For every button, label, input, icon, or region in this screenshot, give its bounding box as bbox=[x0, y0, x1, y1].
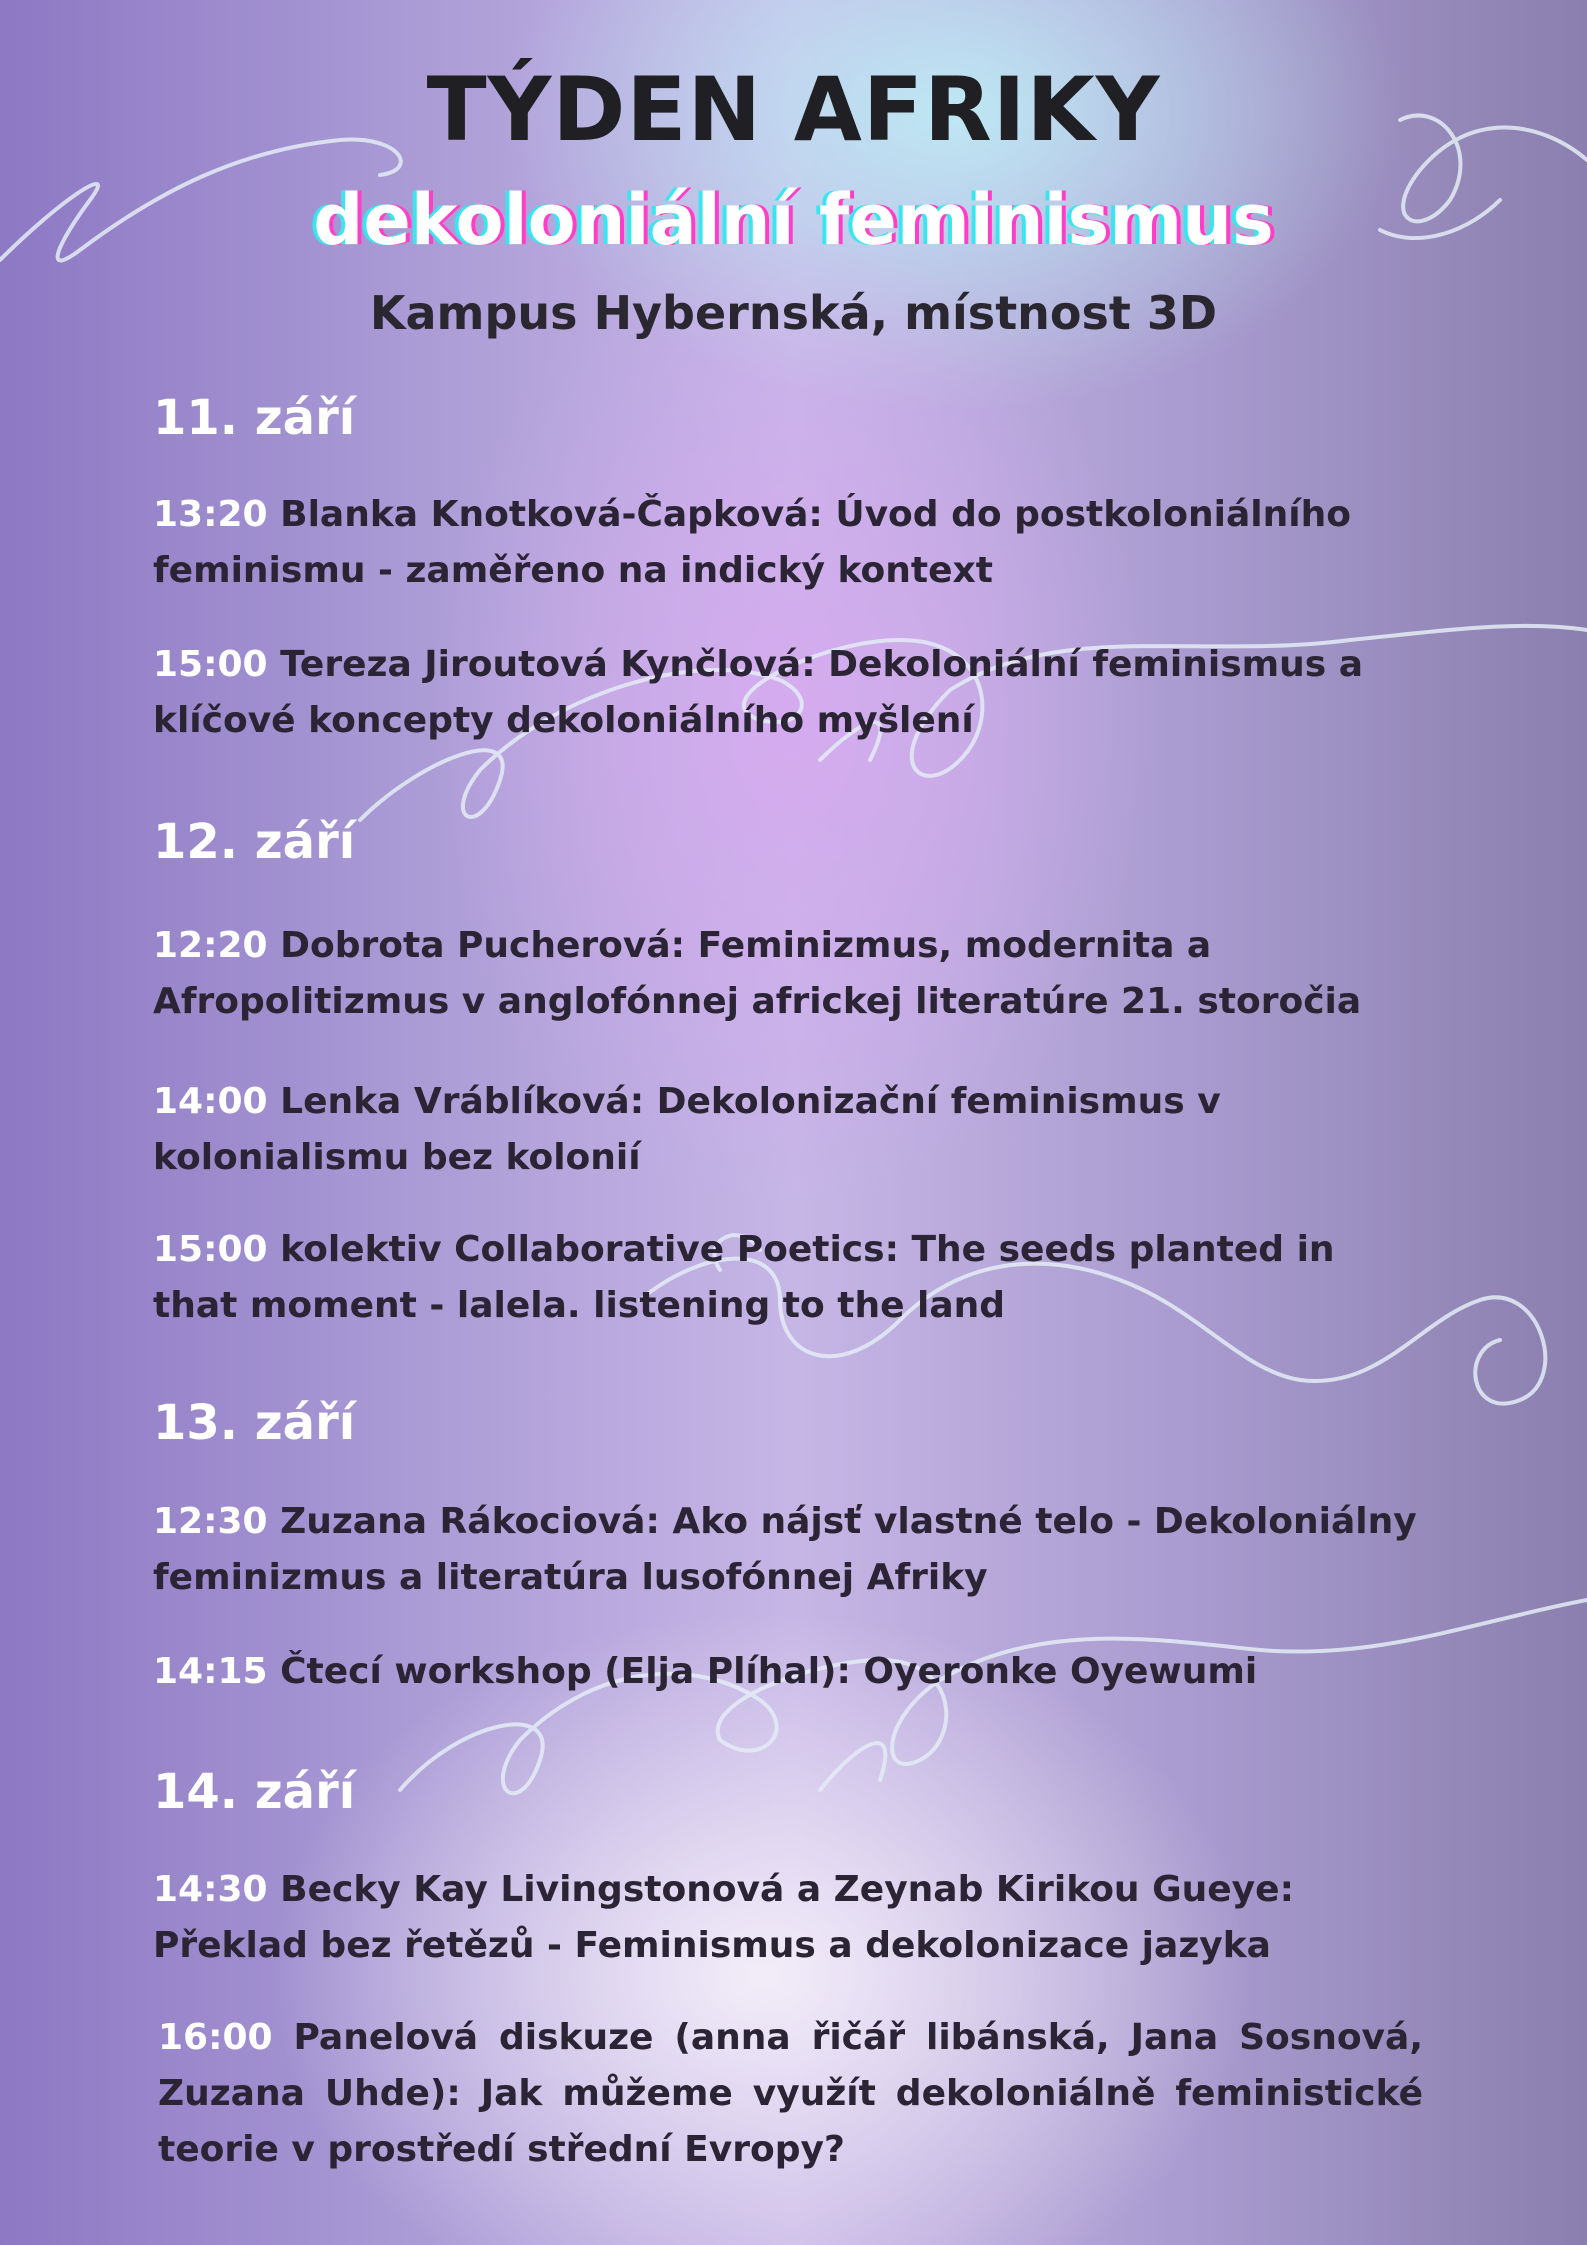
event-time: 13:20 bbox=[153, 494, 281, 535]
poster-header bbox=[0, 55, 1587, 343]
schedule-item bbox=[153, 487, 1423, 599]
event-time: 15:00 bbox=[153, 1229, 281, 1270]
event-description: Panelová diskuze (anna řičář libánská, Jana Sosnová, Zuzana Uhde): Jak můžeme využít dekoloniálně feministické teorie v prostředí střední Evropy? bbox=[158, 2017, 1423, 2170]
schedule-item bbox=[153, 918, 1423, 1030]
schedule-item bbox=[153, 1222, 1423, 1334]
schedule-item bbox=[153, 1862, 1423, 1974]
event-time: 14:15 bbox=[153, 1651, 281, 1692]
schedule-item bbox=[153, 1494, 1423, 1606]
schedule-item bbox=[153, 1644, 1423, 1700]
event-description: Zuzana Rákociová: Ako nájsť vlastné telo - Dekoloniálny feminizmus a literatúra lusofónnej Afriky bbox=[153, 1501, 1417, 1598]
day-heading: 11. září bbox=[153, 390, 356, 446]
poster-subtitle: dekoloniální feminismus bbox=[313, 179, 1274, 261]
event-description: Becky Kay Livingstonová a Zeynab Kirikou Gueye: Překlad bez řetězů - Feminismus a dekolonizace jazyka bbox=[153, 1869, 1294, 1966]
day-heading: 14. září bbox=[153, 1764, 356, 1820]
day-heading: 12. září bbox=[153, 814, 356, 870]
event-description: kolektiv Collaborative Poetics: The seeds planted in that moment - lalela. listening to the land bbox=[153, 1229, 1335, 1326]
event-time: 14:00 bbox=[153, 1081, 281, 1122]
schedule-item bbox=[158, 2010, 1423, 2178]
event-description: Tereza Jiroutová Kynčlová: Dekoloniální feminismus a klíčové koncepty dekoloniálního myšlení bbox=[153, 644, 1364, 741]
event-description: Dobrota Pucherová: Feminizmus, modernita a Afropolitizmus v anglofónnej africkej literatúre 21. storočia bbox=[153, 925, 1362, 1022]
event-time: 12:20 bbox=[153, 925, 281, 966]
schedule-item bbox=[153, 637, 1423, 749]
venue-line: Kampus Hybernská, místnost 3D bbox=[369, 286, 1218, 340]
event-time: 14:30 bbox=[153, 1869, 281, 1910]
poster-title: TÝDEN AFRIKY bbox=[426, 58, 1161, 161]
event-description: Lenka Vráblíková: Dekolonizační feminismus v kolonialismu bez kolonií bbox=[153, 1081, 1221, 1178]
day-heading: 13. září bbox=[153, 1395, 356, 1451]
event-time: 16:00 bbox=[158, 2017, 294, 2058]
event-time: 12:30 bbox=[153, 1501, 281, 1542]
event-description: Blanka Knotková-Čapková: Úvod do postkoloniálního feminismu - zaměřeno na indický kontext bbox=[153, 494, 1351, 591]
event-description: Čtecí workshop (Elja Plíhal): Oyeronke Oyewumi bbox=[280, 1651, 1258, 1692]
event-time: 15:00 bbox=[153, 644, 281, 685]
schedule-item bbox=[153, 1074, 1423, 1186]
